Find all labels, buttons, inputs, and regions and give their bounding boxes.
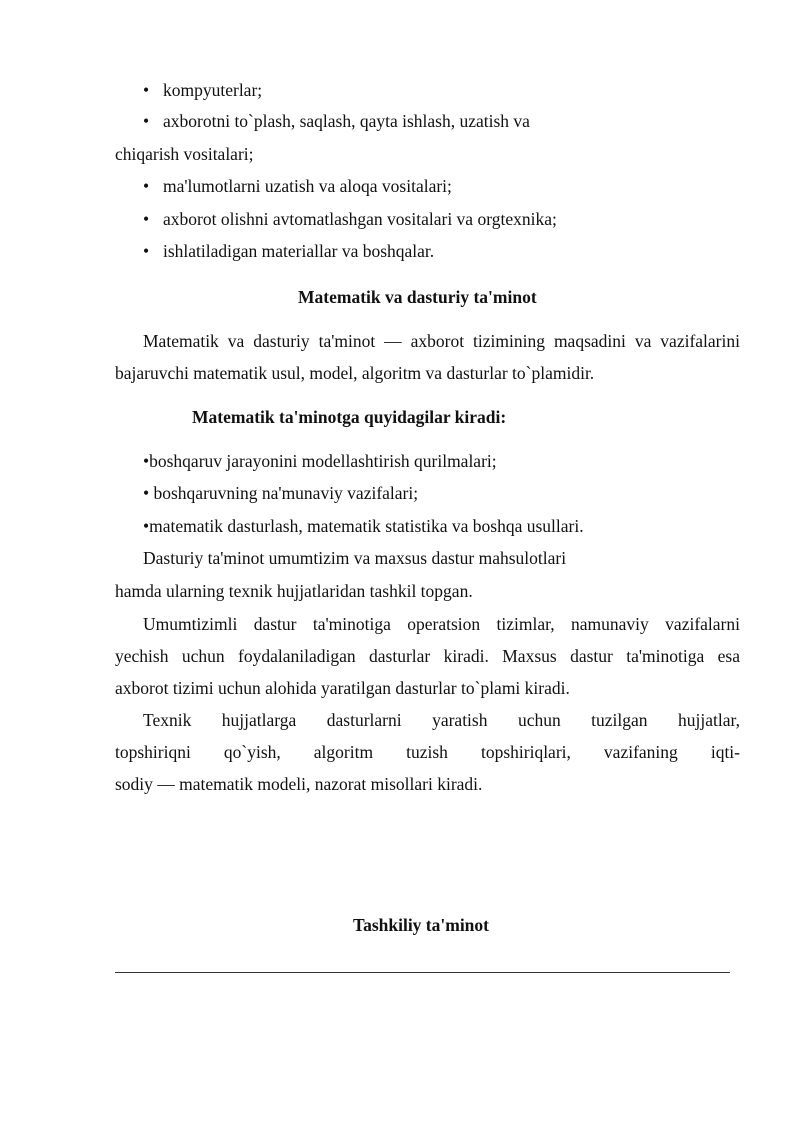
list-item: • boshqaruvning na'munaviy vazifalari;	[143, 483, 419, 503]
list-item	[143, 175, 452, 197]
section-heading-organizational: Tashkiliy ta'minot	[353, 915, 489, 935]
list-item-text: kompyuterlar;	[163, 80, 263, 100]
paragraph-line: axborot tizimi uchun alohida yaratilgan dasturlar to`plami kiradi.	[115, 678, 570, 698]
list-item: •boshqaruv jarayonini modellashtirish qurilmalari;	[143, 451, 497, 471]
paragraph-line: Matematik va dasturiy ta'minot — axborot tizimining maqsadini va vazifalarini	[143, 331, 740, 351]
list-item	[143, 79, 262, 101]
bullet-icon: •	[143, 111, 150, 131]
bullet-icon: •	[143, 176, 150, 196]
section-heading-math-includes: Matematik ta'minotga quyidagilar kiradi:	[192, 407, 507, 427]
paragraph-line: topshiriqni qo`yish, algoritm tuzish topshiriqlari, vazifaning iqti-	[115, 742, 740, 762]
section-heading-math-software: Matematik va dasturiy ta'minot	[298, 287, 537, 307]
paragraph-line: Umumtizimli dastur ta'minotiga operatsion tizimlar, namunaviy vazifalarni	[143, 614, 740, 634]
list-item	[143, 240, 434, 262]
list-item-text: ma'lumotlarni uzatish va aloqa vositalari;	[163, 176, 452, 196]
paragraph-line: hamda ularning texnik hujjatlaridan tashkil topgan.	[115, 581, 473, 601]
paragraph-line: yechish uchun foydalaniladigan dasturlar kiradi. Maxsus dastur ta'minotiga esa	[115, 646, 740, 666]
bullet-icon: •	[143, 80, 150, 100]
paragraph-line: bajaruvchi matematik usul, model, algoritm va dasturlar to`plamidir.	[115, 363, 595, 383]
paragraph-line: Texnik hujjatlarga dasturlarni yaratish uchun tuzilgan hujjatlar,	[143, 710, 740, 730]
list-item-text: axborotni to`plash, saqlash, qayta ishlash, uzatish va	[163, 111, 530, 131]
paragraph-line: Dasturiy ta'minot umumtizim va maxsus dastur mahsulotlari	[143, 548, 567, 568]
footer-divider	[115, 972, 730, 973]
list-item-continuation: chiqarish vositalari;	[115, 144, 254, 164]
paragraph-line: sodiy — matematik modeli, nazorat misollari kiradi.	[115, 774, 483, 794]
bullet-icon: •	[143, 209, 150, 229]
list-item-text: ishlatiladigan materiallar va boshqalar.	[163, 241, 435, 261]
list-item	[143, 110, 530, 132]
list-item: •matematik dasturlash, matematik statistika va boshqa usullari.	[143, 516, 584, 536]
list-item	[143, 208, 557, 230]
list-item-text: axborot olishni avtomatlashgan vositalari va orgtexnika;	[163, 209, 557, 229]
bullet-icon: •	[143, 241, 150, 261]
